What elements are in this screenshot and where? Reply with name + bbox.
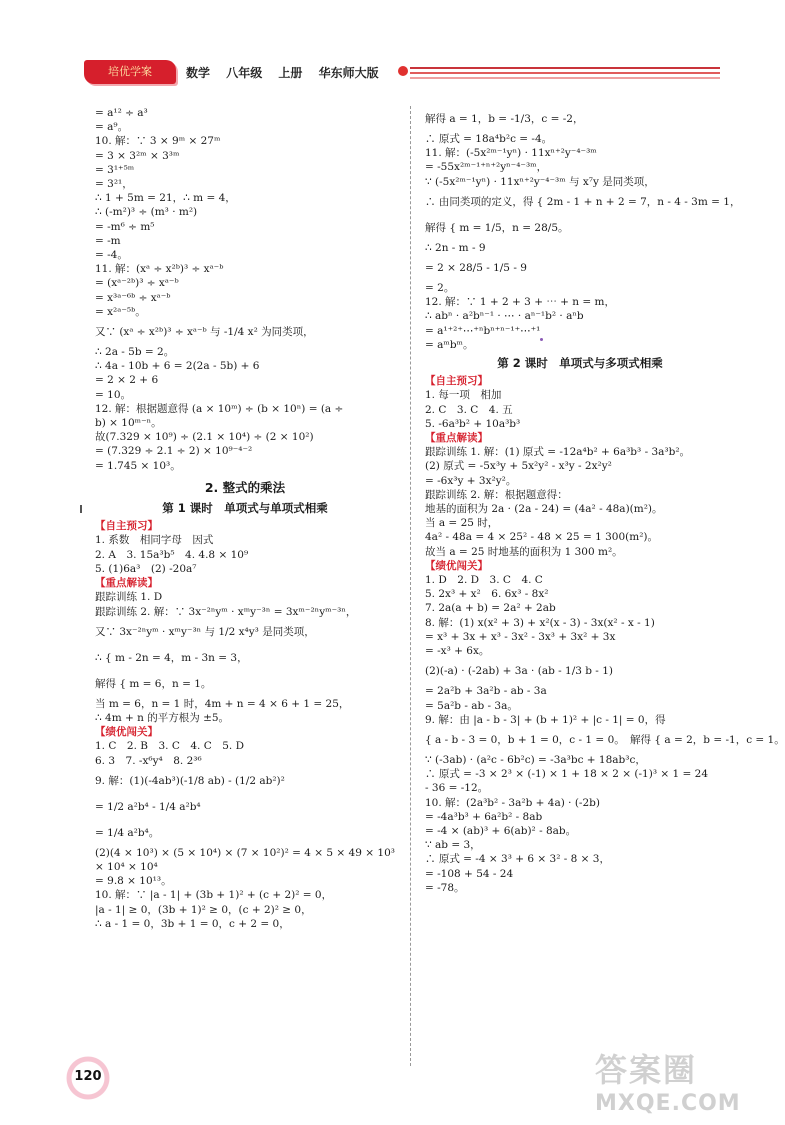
answer-line: 跟踪训练 2. 解：∵ 3x⁻²ⁿyᵐ · xᵐy⁻³ⁿ = 3xᵐ⁻²ⁿyᵐ⁻³ⁿ，	[95, 605, 357, 618]
answer-line: 跟踪训练 1. 解：(1) 原式 = -12a⁴b² + 6a³b³ - 3a³b²。	[425, 446, 691, 459]
header-dot-icon	[398, 66, 408, 76]
answer-line: ∵ ab = 3，	[425, 839, 481, 852]
preview-section-label: 【自主预习】	[95, 520, 158, 533]
answer-line: ∴ 4m + n 的平方根为 ±5。	[95, 711, 230, 724]
preview-section-label: 【自主预习】	[425, 375, 488, 388]
preview-answers	[95, 533, 395, 576]
section-title: 2. 整式的乘法	[204, 479, 286, 495]
answer-line: = -55x²ᵐ⁻¹⁺ⁿ⁺²yⁿ⁻⁴⁻³ᵐ，	[425, 161, 548, 174]
subject-label: 数学	[186, 66, 211, 80]
answer-line: 2. C 3. C 4. 五	[425, 403, 513, 416]
page-header	[0, 55, 750, 95]
answer-line: = 2。	[425, 282, 455, 295]
answer-line: 9. 解：由 |a - b - 3| + (b + 1)² + |c - 1| = 0，得	[425, 713, 666, 726]
answer-line: = -4a³b³ + 6a²b² - 8ab	[425, 810, 543, 823]
answer-line: = 2 × 28/5 - 1/5 - 9	[425, 262, 527, 275]
answer-line: = 9.8 × 10¹³。	[95, 875, 172, 888]
answer-line: = -4 × (ab)³ + 6(ab)² - 8ab。	[425, 824, 577, 837]
answer-line: 11. 解：(-5x²ᵐ⁻¹yⁿ) · 11xⁿ⁺²y⁻⁴⁻³ᵐ	[425, 147, 597, 160]
answer-line: = -6x³y + 3x²y²。	[425, 474, 517, 487]
answer-line: 又∵ 3x⁻²ⁿyᵐ · xᵐy⁻³ⁿ 与 1/2 x⁴y³ 是同类项，	[95, 625, 315, 638]
watermark-logo: 答案圈	[595, 1051, 698, 1089]
answer-line: b) × 10ᵐ⁻ⁿ。	[95, 417, 162, 430]
challenge-section-label: 【绩优闯关】	[425, 559, 488, 572]
answer-line: ∴ { m - 2n = 4，m - 3n = 3，	[95, 651, 248, 664]
answer-line: = 3¹⁺⁵ᵐ	[95, 163, 135, 176]
grade-label: 八年级	[226, 66, 263, 80]
answer-line: = -4。	[95, 249, 128, 262]
answer-line: 4a² - 48a = 4 × 25² - 48 × 25 = 1 300(m²)。	[425, 531, 658, 544]
answer-line: = x³ + 3x + x³ - 3x² - 3x³ + 3x² + 3x	[425, 630, 616, 643]
answer-line: ∴ 原式 = -3 × 2³ × (-1) × 1 + 18 × 2 × (-1)³ × 1 = 24	[425, 768, 709, 781]
volume-label: 上册	[278, 66, 303, 80]
lesson-title: 第 2 课时 单项式与多项式相乘	[497, 356, 663, 371]
answer-line: ∴ 1 + 5m = 21，∴ m = 4，	[95, 192, 236, 205]
answer-line: = 1/2 a²b⁴ - 1/4 a²b⁴	[95, 800, 201, 813]
answer-line: 10. 解：∵ 3 × 9ᵐ × 27ᵐ	[95, 135, 221, 148]
answer-line: = a¹² ÷ a³	[95, 107, 148, 119]
answer-line: 5. (1)6a³ (2) -20a⁷	[95, 562, 197, 575]
left-column	[95, 106, 395, 931]
answer-line: 当 a = 25 时，	[425, 517, 499, 530]
answer-line: 解得 a = 1，b = -1/3，c = -2，	[425, 113, 584, 125]
answer-line: 2. A 3. 15a³b⁵ 4. 4.8 × 10⁹	[95, 548, 249, 561]
challenge-section-label: 【绩优闯关】	[95, 726, 158, 739]
series-badge: 培优学案	[84, 60, 176, 84]
answer-line: = -x³ + 6x。	[425, 645, 490, 658]
key-points-answers	[425, 445, 735, 559]
answer-line: 1. C 2. B 3. C 4. C 5. D	[95, 740, 245, 753]
publisher-label: 华东师大版	[318, 66, 379, 80]
answer-line: 故当 a = 25 时地基的面积为 1 300 m²。	[425, 545, 623, 558]
scan-mark	[80, 505, 82, 513]
answer-line: 10. 解：∵ |a - 1| + (3b + 1)² + (c + 2)² = 0，	[95, 889, 333, 902]
answer-line: = 5a²b - ab - 3a。	[425, 699, 518, 712]
answer-line: |a - 1| ≥ 0，(3b + 1)² ≥ 0，(c + 2)² ≥ 0，	[95, 903, 312, 916]
answer-line: 1. 系数 相同字母 因式	[95, 534, 214, 547]
answer-line: - 36 = -12。	[425, 782, 489, 795]
answer-line: 5. 2x³ + x² 6. 6x³ - 8x²	[425, 588, 549, 601]
answer-line: = x²ᵃ⁻⁵ᵇ。	[95, 305, 146, 318]
answer-line: = 10。	[95, 388, 131, 401]
answer-line: (2)(4 × 10³) × (5 × 10⁴) × (7 × 10²)² = 4 × 5 × 49 × 10³	[95, 846, 395, 859]
answer-line: = 3²¹，	[95, 178, 133, 191]
preview-answers	[425, 388, 735, 431]
book-info	[186, 64, 391, 81]
answer-line: 7. 2a(a + b) = 2a² + 2ab	[425, 602, 556, 615]
answer-line: (2)(-a) · (-2ab) + 3a · (ab - 1/3 b - 1)	[425, 665, 613, 678]
answer-line: = 1/4 a²b⁴。	[95, 826, 160, 839]
answer-line: 解得 { m = 1/5，n = 28/5。	[425, 221, 569, 234]
answer-line: 解得 { m = 6，n = 1。	[95, 677, 212, 690]
answer-line: ∴ 原式 = 18a⁴b²c = -4。	[425, 133, 553, 145]
answer-line: = -m	[95, 234, 121, 247]
answer-line: ∴ 2n - m - 9	[425, 241, 486, 254]
answer-line: ∴ (-m²)³ ÷ (m³ · m²)	[95, 206, 198, 219]
key-points-answers	[95, 590, 395, 725]
answer-line: 10. 解：(2a³b² - 3a²b + 4a) · (-2b)	[425, 796, 600, 809]
answer-line: ∴ 由同类项的定义，得 { 2m - 1 + n + 2 = 7，n - 4 - 3m = 1，	[425, 195, 741, 208]
watermark-url: MXQE.COM	[595, 1091, 741, 1116]
answer-line: ∴ a - 1 = 0，3b + 1 = 0，c + 2 = 0，	[95, 917, 290, 930]
answer-line: = 1.745 × 10³。	[95, 459, 181, 472]
answer-block-continued	[425, 106, 741, 352]
answer-line: 跟踪训练 1. D	[95, 591, 163, 604]
answer-line: { a - b - 3 = 0，b + 1 = 0，c - 1 = 0。 解得 { a = 2，b = -1，c = 1。	[425, 733, 785, 746]
header-stripes	[410, 67, 720, 82]
answer-line: = 2a²b + 3a²b - ab - 3a	[425, 685, 547, 698]
answer-line: 5. -6a³b² + 10a³b³	[425, 417, 521, 430]
answer-line: ∴ 2a - 5b = 2。	[95, 346, 175, 359]
answer-line: (2) 原式 = -5x³y + 5x²y² - x³y - 2x²y²	[425, 460, 612, 473]
answer-line: = x³ᵃ⁻⁶ᵇ ÷ xᵃ⁻ᵇ	[95, 291, 171, 304]
watermark	[595, 1045, 745, 1115]
answer-line: 1. 每一项 相加	[425, 389, 502, 402]
key-points-section-label: 【重点解读】	[95, 577, 158, 590]
answer-line: = a¹⁺²⁺⋯⁺ⁿbⁿ⁺ⁿ⁻¹⁺⋯⁺¹	[425, 324, 541, 337]
answer-line: ∴ 原式 = -4 × 3³ + 6 × 3² - 8 × 3，	[425, 853, 610, 866]
answer-line: 故(7.329 × 10⁹) ÷ (2.1 × 10⁴) ÷ (2 × 10²)	[95, 431, 314, 444]
answer-line: = (xᵃ⁻²ᵇ)³ ÷ xᵃ⁻ᵇ	[95, 277, 179, 290]
key-points-section-label: 【重点解读】	[425, 432, 488, 445]
answer-line: 8. 解：(1) x(x² + 3) + x²(x - 3) - 3x(x² - x - 1)	[425, 616, 655, 629]
answer-line: 12. 解：根据题意得 (a × 10ᵐ) ÷ (b × 10ⁿ) = (a ÷	[95, 402, 344, 415]
answer-line: = -78。	[425, 881, 465, 894]
column-divider	[410, 106, 411, 1066]
answer-line: 11. 解：(xᵃ ÷ x²ᵇ)³ ÷ xᵃ⁻ᵇ	[95, 263, 224, 276]
answer-line: 12. 解：∵ 1 + 2 + 3 + ⋯ + n = m，	[425, 296, 615, 309]
challenge-answers	[425, 573, 785, 895]
answer-line: 跟踪训练 2. 解：根据题意得：	[425, 488, 568, 501]
answer-block-continued	[95, 106, 395, 473]
answer-line: = -108 + 54 - 24	[425, 867, 514, 880]
lesson-title: 第 1 课时 单项式与单项式相乘	[162, 501, 328, 516]
challenge-answers	[95, 739, 395, 931]
answer-line: = aᵐbᵐ。	[425, 338, 474, 351]
answer-line: × 10⁴ × 10⁴	[95, 860, 158, 873]
answer-line: ∴ 4a - 10b + 6 = 2(2a - 5b) + 6	[95, 360, 260, 373]
page-number-badge	[66, 1056, 110, 1100]
scan-speck	[540, 338, 543, 341]
answer-line: = 3 × 3²ᵐ × 3³ᵐ	[95, 149, 180, 162]
answer-line: 当 m = 6，n = 1 时，4m + n = 4 × 6 + 1 = 25，	[95, 697, 350, 710]
answer-line: ∵ (-5x²ᵐ⁻¹yⁿ) · 11xⁿ⁺²y⁻⁴⁻³ᵐ 与 x⁷y 是同类项，	[425, 175, 655, 188]
right-column	[425, 106, 785, 895]
answer-line: = 2 × 2 + 6	[95, 374, 159, 387]
answer-line: = a⁹。	[95, 121, 129, 134]
answer-line: ∵ (-3ab) · (a²c - 6b²c) = -3a³bc + 18ab³c，	[425, 753, 646, 766]
answer-line: 1. D 2. D 3. C 4. C	[425, 574, 543, 587]
answer-line: 地基的面积为 2a · (2a - 24) = (4a² - 48a)(m²)。	[425, 503, 663, 516]
answer-line: 6. 3 7. -x⁶y⁴ 8. 2³⁶	[95, 754, 202, 767]
answer-line: ∴ abⁿ · a²bⁿ⁻¹ · ⋯ · aⁿ⁻¹b² · aⁿb	[425, 310, 584, 323]
page-number: 120	[74, 1069, 102, 1084]
answer-line: = (7.329 ÷ 2.1 ÷ 2) × 10⁹⁻⁴⁻²	[95, 445, 253, 458]
answer-line: = -m⁶ ÷ m⁵	[95, 220, 155, 233]
answer-line: 又∵ (xᵃ ÷ x²ᵇ)³ ÷ xᵃ⁻ᵇ 与 -1/4 x² 为同类项，	[95, 326, 314, 339]
answer-line: 9. 解：(1)(-4ab³)(-1/8 ab) - (1/2 ab²)²	[95, 774, 285, 787]
